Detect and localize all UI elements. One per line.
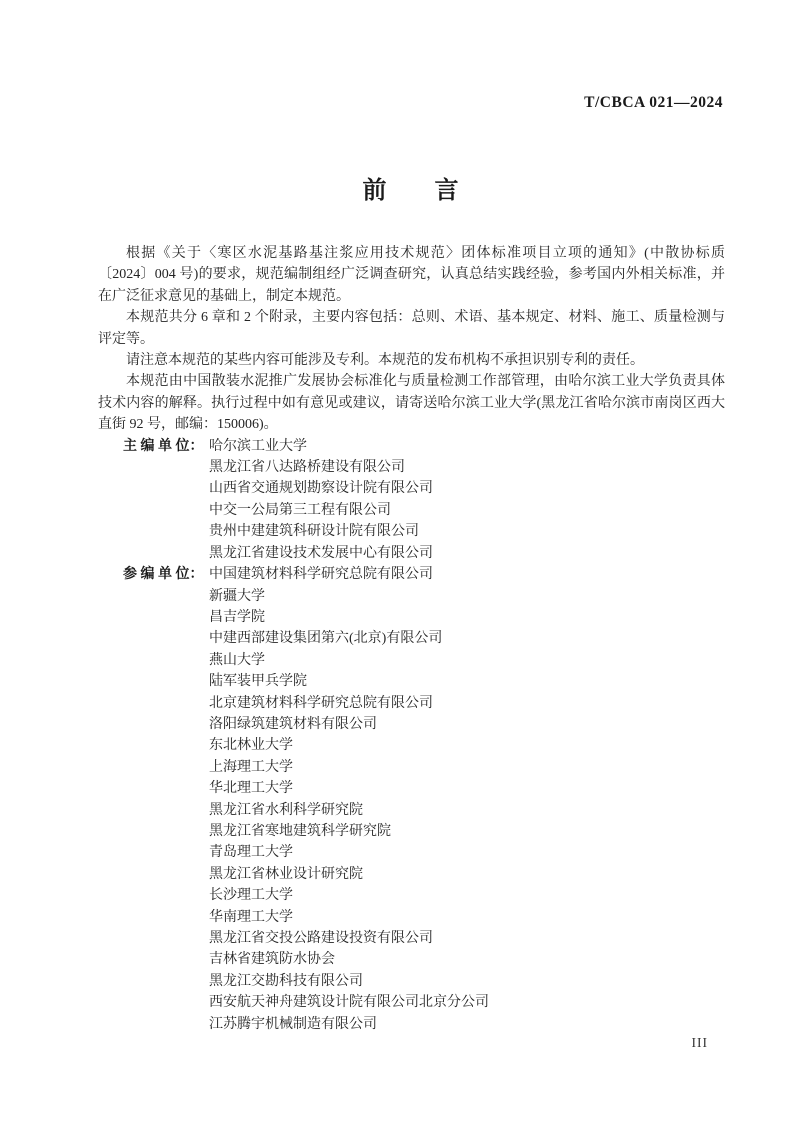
- unit-item: 江苏腾宇机械制造有限公司: [209, 1016, 377, 1032]
- unit-item: 吉林省建筑防水协会: [209, 952, 335, 968]
- foreword-paragraph: 根据《关于〈寒区水泥基路基注浆应用技术规范〉团体标准项目立项的通知》(中散协标质〔2024〕004 号)的要求，规范编制组经广泛调查研究，认真总结实践经验，参考国内外相关标准，并在广泛征求意见的基础上，制定本规范。: [98, 246, 725, 304]
- unit-item: 陆军装甲兵学院: [209, 674, 307, 690]
- foreword-paragraph: 本规范共分 6 章和 2 个附录，主要内容包括：总则、术语、基本规定、材料、施工、质量检测与评定等。: [98, 310, 725, 347]
- unit-item: 黑龙江省寒地建筑科学研究院: [209, 823, 391, 839]
- unit-item: 黑龙江省八达路桥建设有限公司: [209, 460, 405, 476]
- participating-units-list: [209, 564, 725, 1035]
- chief-units-label: 主 编 单 位：: [123, 438, 204, 454]
- units-block: [98, 436, 725, 1035]
- page-number: III: [691, 1035, 708, 1050]
- unit-item: 新疆大学: [209, 588, 265, 604]
- unit-item: 青岛理工大学: [209, 845, 293, 861]
- unit-item: 昌吉学院: [209, 609, 265, 625]
- chief-units-list: [209, 436, 725, 564]
- unit-item: 西安航天神舟建筑设计院有限公司北京分公司: [209, 995, 489, 1011]
- participating-units-label: 参 编 单 位：: [123, 567, 204, 583]
- participating-units-section: [98, 564, 725, 1035]
- foreword-paragraph: 本规范由中国散装水泥推广发展协会标准化与质量检测工作部管理，由哈尔滨工业大学负责具体技术内容的解释。执行过程中如有意见或建议，请寄送哈尔滨工业大学(黑龙江省哈尔滨市南岗区西大直街 92 号，邮编：150006)。: [98, 374, 725, 433]
- unit-item: 华北理工大学: [209, 781, 293, 797]
- unit-item: 燕山大学: [209, 652, 265, 668]
- unit-item: 贵州中建建筑科研设计院有限公司: [209, 524, 419, 540]
- unit-item: 黑龙江省林业设计研究院: [209, 866, 363, 882]
- foreword-paragraph: 请注意本规范的某些内容可能涉及专利。本规范的发布机构不承担识别专利的责任。: [126, 353, 644, 369]
- unit-item: 黑龙江省水利科学研究院: [209, 802, 363, 818]
- unit-item: 华南理工大学: [209, 909, 293, 925]
- unit-item: 中交一公局第三工程有限公司: [209, 502, 391, 518]
- unit-item: 长沙理工大学: [209, 888, 293, 904]
- unit-item: 中建西部建设集团第六(北京)有限公司: [209, 631, 443, 647]
- foreword-paragraphs: [98, 243, 725, 436]
- foreword-body: [98, 243, 725, 1035]
- unit-item: 东北林业大学: [209, 738, 293, 754]
- page-title: 前 言: [362, 178, 459, 204]
- unit-item: 洛阳绿筑建筑材料有限公司: [209, 716, 377, 732]
- unit-item: 北京建筑材料科学研究总院有限公司: [209, 695, 433, 711]
- chief-units-section: [98, 436, 725, 564]
- unit-item: 黑龙江交勘科技有限公司: [209, 973, 363, 989]
- unit-item: 上海理工大学: [209, 759, 293, 775]
- unit-item: 中国建筑材料科学研究总院有限公司: [209, 567, 433, 583]
- unit-item: 黑龙江省建设技术发展中心有限公司: [209, 545, 433, 561]
- unit-item: 哈尔滨工业大学: [209, 438, 307, 454]
- standard-code: T/CBCA 021—2024: [584, 94, 723, 111]
- unit-item: 黑龙江省交投公路建设投资有限公司: [209, 931, 433, 946]
- unit-item: 山西省交通规划勘察设计院有限公司: [209, 481, 433, 497]
